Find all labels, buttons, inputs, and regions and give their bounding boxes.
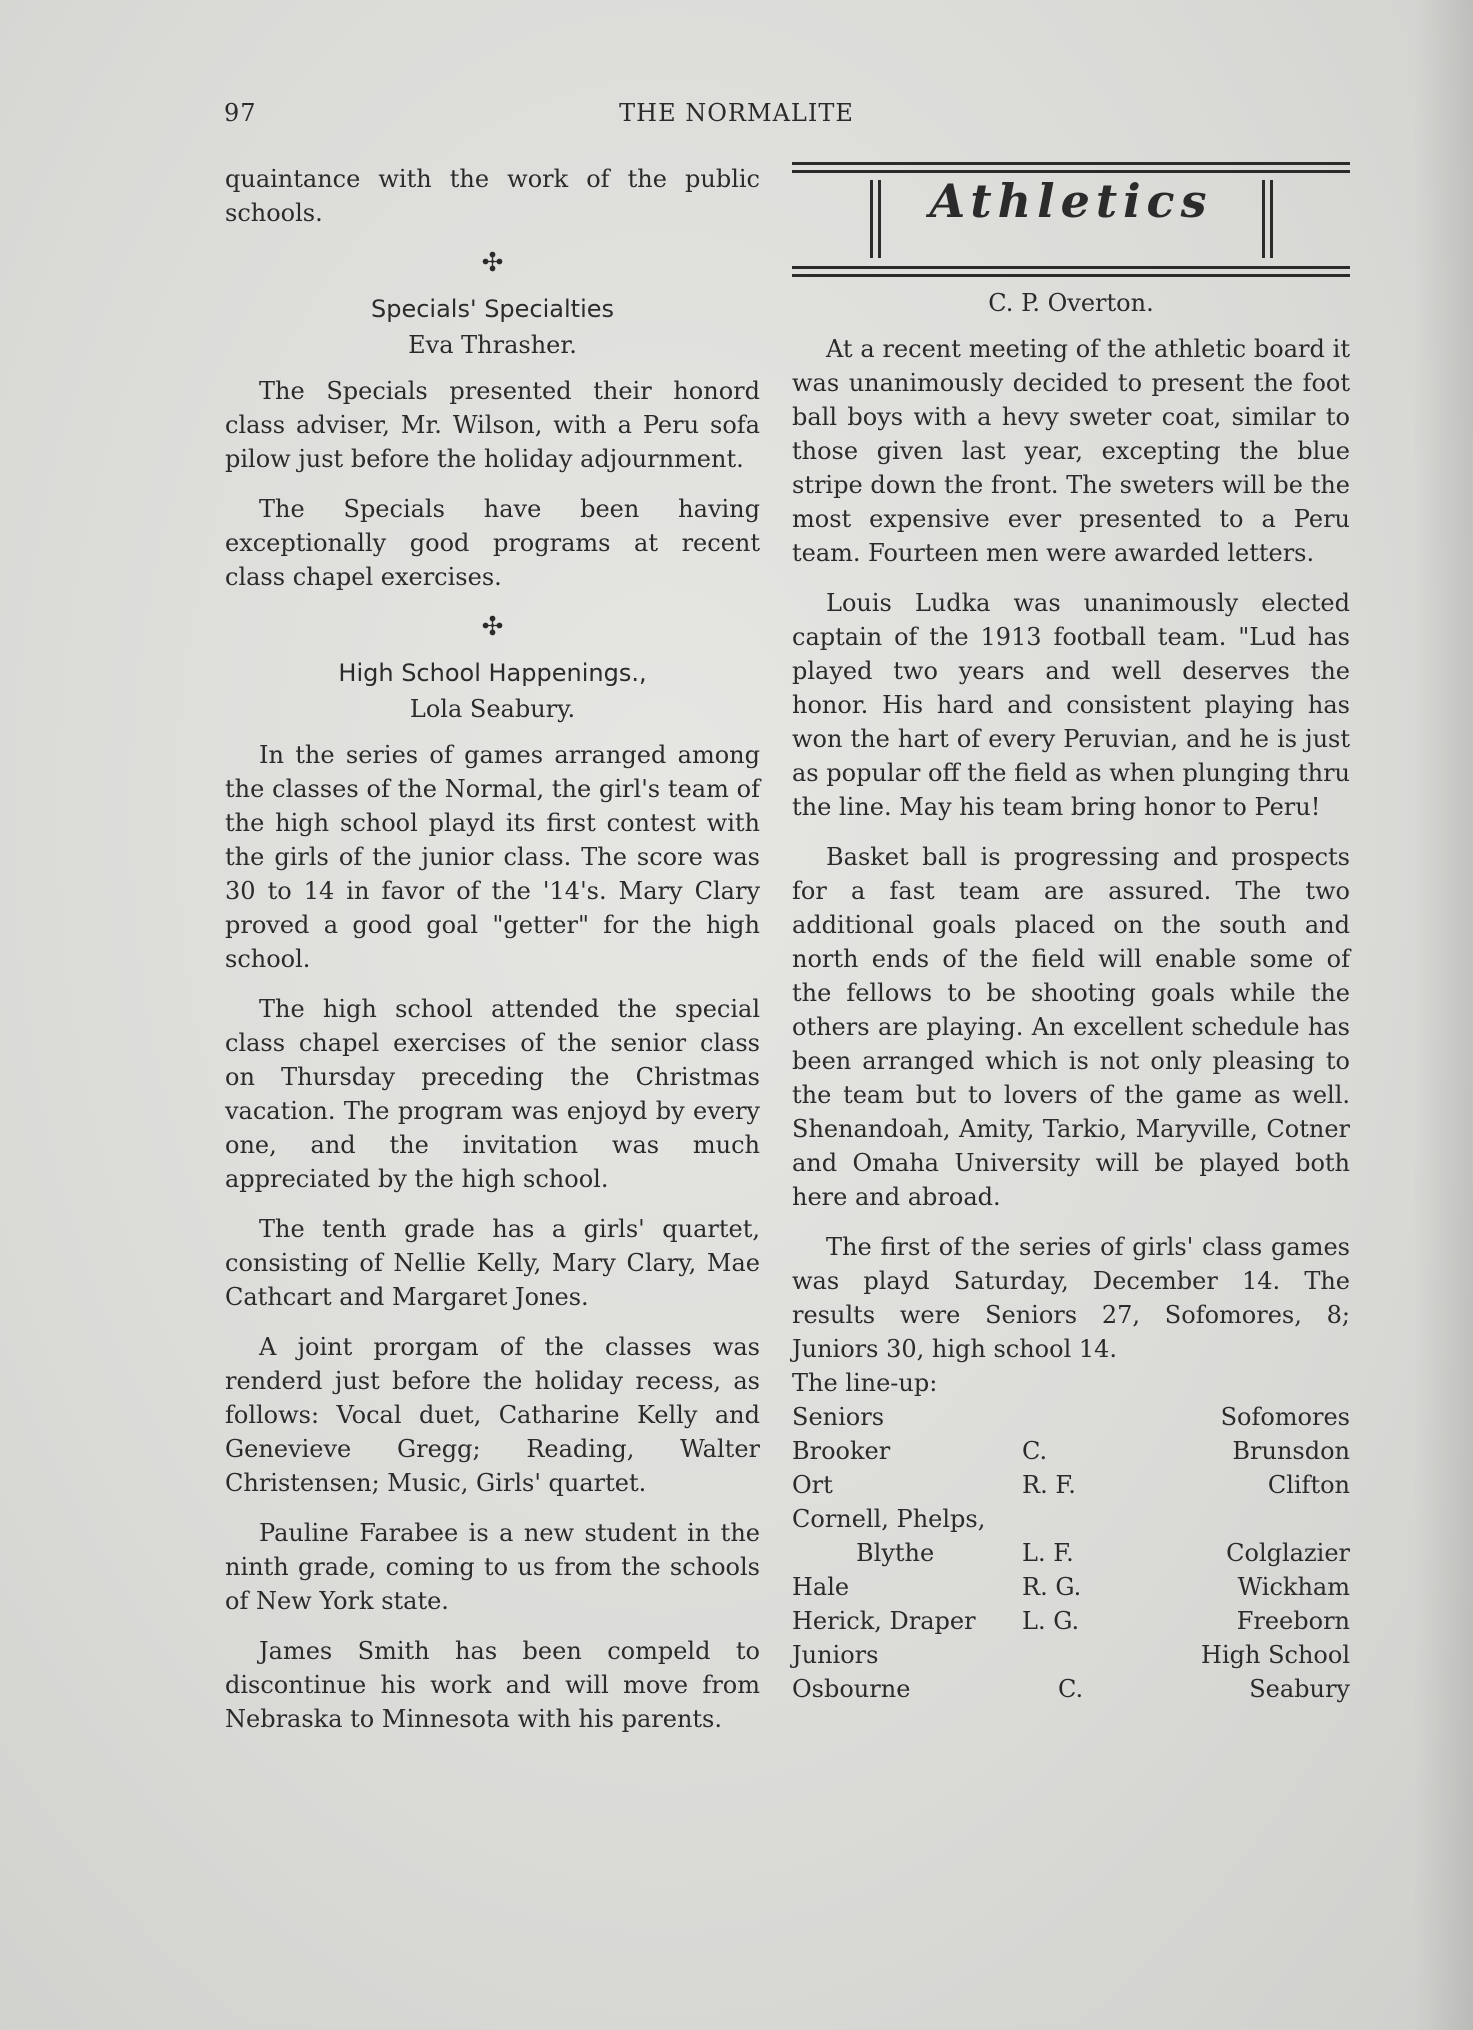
left-column: [225, 162, 760, 1752]
lineup-right: Sofomores: [1220, 1403, 1350, 1431]
lineup-position: C.: [1058, 1675, 1084, 1703]
lineup-right: Colglazier: [1226, 1539, 1350, 1567]
specials-title: Specials' Specialties: [370, 295, 615, 323]
high-school-paragraph: The high school attended the special class chapel exercises of the senior class on Thursday preceding the Christmas vacation. The program was enjoyd by every one, and the invitation was much appreciated by the high school.: [225, 995, 760, 1193]
high-school-paragraph: In the series of games arranged among the classes of the Normal, the girl's team of the high school playd its first contest with the girls of the junior class. The score was 30 to 14 in favor of the '14's. Mary Clary proved a good goal "getter" for the high school.: [225, 741, 760, 973]
lineup-position: [1022, 1400, 1172, 1434]
lineup-right: High School: [1201, 1641, 1350, 1669]
lineup-position: C.: [1022, 1437, 1048, 1465]
page-edge-shadow: [1413, 0, 1473, 2030]
specials-author: Eva Thrasher.: [408, 331, 577, 359]
lineup-position: [1022, 1638, 1172, 1672]
lineup-right: [1172, 1502, 1350, 1536]
rule-line: [792, 266, 1350, 269]
lineup-row: [792, 1468, 1350, 1502]
lineup-left: Hale: [792, 1573, 850, 1601]
lineup-position: L. G.: [1022, 1607, 1080, 1635]
lineup-label: The line-up:: [792, 1369, 938, 1397]
athletics-author: C. P. Overton.: [988, 289, 1154, 317]
lineup-left: Seniors: [792, 1403, 885, 1431]
rule-line: [792, 162, 1350, 165]
ornament-icon: ✣: [481, 612, 504, 642]
lineup-row: [792, 1604, 1350, 1638]
high-school-paragraph: James Smith has been compeld to discontinue his work and will move from Nebraska to Minnesota with his parents.: [225, 1637, 760, 1733]
lineup-right: Brunsdon: [1232, 1437, 1350, 1465]
high-school-author: Lola Seabury.: [409, 695, 576, 723]
lineup-left: Osbourne: [792, 1675, 911, 1703]
lineup-left: Blythe: [856, 1539, 935, 1567]
athletics-paragraph: At a recent meeting of the athletic board it was unanimously decided to present the foot ball boys with a hevy sweter coat, similar to those given last year, excepting the blue stripe down the front. The sweters will be the most expensive ever presented to a Peru team. Fourteen men were awarded letters.: [792, 335, 1350, 567]
lineup-table: [792, 1400, 1350, 1706]
specials-paragraph: The Specials presented their honord class adviser, Mr. Wilson, with a Peru sofa pilow just before the holiday adjournment.: [225, 377, 760, 473]
lineup-position: R. F.: [1022, 1471, 1076, 1499]
lineup-position: R. G.: [1022, 1573, 1082, 1601]
lineup-row: [792, 1400, 1350, 1434]
lineup-row: [792, 1570, 1350, 1604]
lineup-right: Seabury: [1249, 1675, 1350, 1703]
lineup-left: Brooker: [792, 1437, 891, 1465]
athletics-paragraph: Louis Ludka was unanimously elected captain of the 1913 football team. "Lud has played two years and well deserves the honor. His hard and consistent playing has won the hart of every Peruvian, and he is just as popular off the field as when plunging thru the line. May his team bring honor to Peru!: [792, 589, 1350, 821]
lineup-right: Clifton: [1267, 1471, 1350, 1499]
rule-line: [792, 274, 1350, 277]
lineup-position: [1022, 1502, 1172, 1536]
lineup-row: [792, 1536, 1350, 1570]
lineup-left: Ort: [792, 1471, 833, 1499]
intro-text: quaintance with the work of the public schools.: [225, 165, 760, 227]
athletics-header-box: [792, 162, 1350, 280]
lineup-row: [792, 1638, 1350, 1672]
rule-line: [792, 170, 1350, 173]
high-school-paragraph: The tenth grade has a girls' quartet, consisting of Nellie Kelly, Mary Clary, Mae Cathcart and Margaret Jones.: [225, 1215, 760, 1311]
athletics-title: Athletics: [929, 174, 1213, 228]
lineup-row: [792, 1434, 1350, 1468]
high-school-title: High School Happenings.,: [338, 659, 647, 687]
lineup-left: Cornell, Phelps,: [792, 1505, 986, 1533]
lineup-left: Juniors: [792, 1641, 879, 1669]
lineup-position: L. F.: [1022, 1539, 1074, 1567]
specials-paragraph: The Specials have been having exceptionally good programs at recent class chapel exercises.: [225, 495, 760, 591]
publication-title: THE NORMALITE: [619, 99, 854, 127]
lineup-row: [792, 1502, 1350, 1536]
lineup-right: Freeborn: [1236, 1607, 1350, 1635]
page-number: 97: [224, 99, 257, 127]
lineup-left: Herick, Draper: [792, 1607, 976, 1635]
athletics-paragraph: The first of the series of girls' class games was playd Saturday, December 14. The results were Seniors 27, Sofomores, 8; Juniors 30, high school 14.: [792, 1233, 1350, 1363]
lineup-row: [792, 1672, 1350, 1706]
high-school-paragraph: A joint prorgam of the classes was renderd just before the holiday recess, as follows: Vocal duet, Catharine Kelly and Genevieve Gregg; Reading, Walter Christensen; Music, Girls' quartet.: [225, 1333, 760, 1497]
ornament-icon: ✣: [481, 248, 504, 278]
high-school-paragraph: Pauline Farabee is a new student in the ninth grade, coming to us from the schools of New York state.: [225, 1519, 760, 1615]
athletics-paragraph: Basket ball is progressing and prospects for a fast team are assured. The two additional goals placed on the south and north ends of the field will enable some of the fellows to be shooting goals while the others are playing. An excellent schedule has been arranged which is not only pleasing to the team but to lovers of the game as well. Shenandoah, Amity, Tarkio, Maryville, Cotner and Omaha University will be played both here and abroad.: [792, 843, 1350, 1211]
lineup-right: Wickham: [1237, 1573, 1350, 1601]
right-column: [792, 162, 1350, 1706]
